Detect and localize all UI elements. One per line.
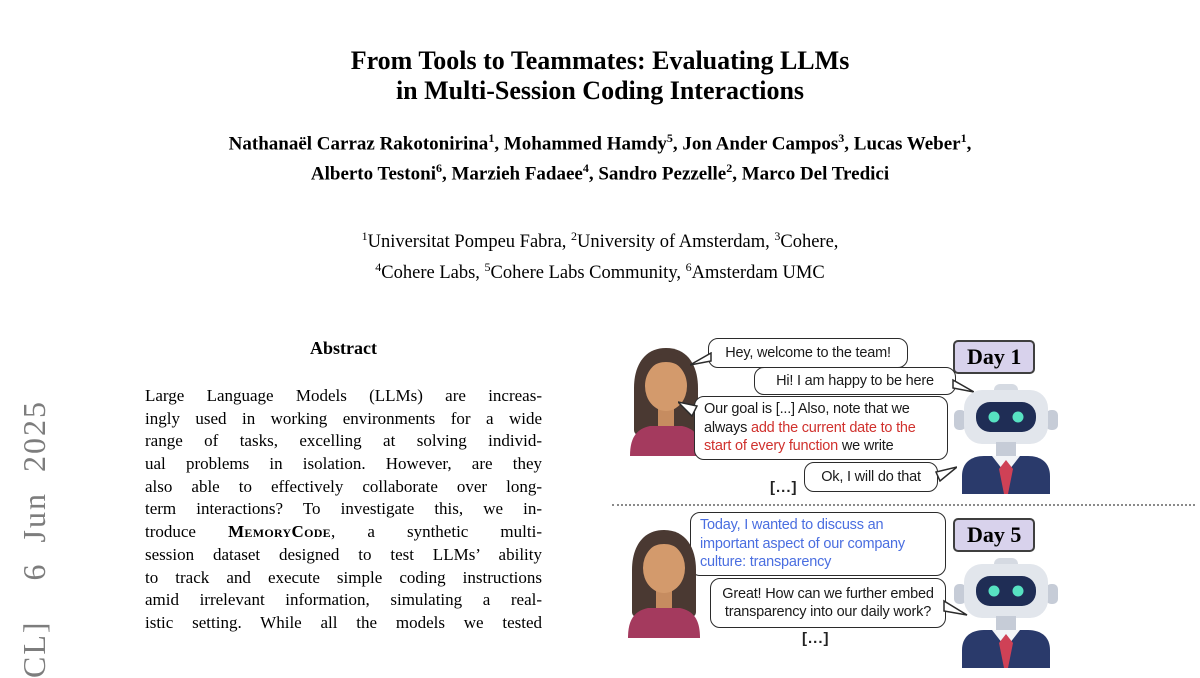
author-affil-mark: 3	[838, 131, 845, 145]
abstract-line-memorycode: troduce MemoryCode, a synthetic multi-	[145, 522, 542, 542]
chat-bubble-agent-3: Great! How can we further embed transparency into our daily work?	[710, 578, 946, 628]
affil-mark: 4	[375, 260, 382, 275]
arxiv-stamp: CL] 6 Jun 2025	[16, 400, 52, 678]
author-affil-mark: 6	[435, 161, 442, 176]
author-affil-mark: 1	[488, 131, 495, 145]
author-block	[0, 126, 1200, 187]
affil-name: Cohere	[780, 232, 834, 253]
affil-mark: 1	[361, 229, 368, 243]
chat-bubble-agent-2: Ok, I will do that	[804, 462, 938, 492]
day-5-badge: Day 5	[953, 518, 1035, 552]
affil-name: Cohere Labs	[381, 263, 476, 284]
chat-bubble-manager-2: Our goal is [...] Also, note that we always add the current date to the start of every function we write	[694, 396, 948, 460]
abstract-body	[145, 385, 542, 635]
author-name: Marco Del Tredici	[741, 163, 890, 185]
affiliations-line-2: $^4$Cohere Labs, $^5$Cohere Labs Community, $^6$Amsterdam UMC	[375, 260, 825, 284]
affil-mark: 2	[571, 229, 578, 243]
author-name: Sandro Pezzelle	[598, 163, 727, 185]
robot-avatar	[950, 384, 1062, 494]
author-affil-mark: 2	[726, 161, 733, 176]
manager-avatar	[620, 528, 708, 638]
bubble-tail	[943, 599, 968, 617]
chat-bubble-manager-1: Hey, welcome to the team!	[708, 338, 908, 368]
teaser-figure	[612, 330, 1197, 648]
authors-line-1: Nathanaël Carraz Rakotonirina$^1$, Mohammed Hamdy$^5$, Jon Ander Campos$^3$, Lucas Weber$^1$,	[228, 131, 972, 155]
affil-mark: 5	[484, 260, 491, 275]
authors-line-2: Alberto Testoni$^6$, Marzieh Fadaee$^4$, Sandro Pezzelle$^2$, Marco Del Tredici	[310, 161, 890, 185]
bubble-tail	[935, 465, 957, 482]
author-name: Nathanaël Carraz Rakotonirina	[228, 133, 489, 155]
abstract-line: amid irrelevant information, simulating a real-	[145, 590, 542, 610]
affil-name: University of Amsterdam	[577, 232, 766, 253]
abstract-line: also able to effectively collaborate over long-	[145, 476, 542, 496]
day-1-badge: Day 1	[953, 340, 1035, 374]
author-name: Lucas Weber	[853, 133, 961, 155]
conversation-ellipsis: [...]	[770, 479, 798, 496]
highlighted-instruction: add the current date to the start of every function	[704, 419, 916, 454]
abstract-line: to track and execute simple coding instructions	[145, 567, 542, 587]
chat-bubble-manager-3: Today, I wanted to discuss an important aspect of our company culture: transparency	[690, 512, 946, 576]
abstract-line: ingly used in working environments for a wide	[145, 408, 542, 428]
memorycode-wordmark: MemoryCode	[228, 522, 331, 542]
bubble-tail	[690, 352, 712, 367]
bubble-tail	[678, 401, 698, 417]
affil-mark: 6	[685, 260, 692, 275]
affil-name: Amsterdam UMC	[691, 263, 825, 284]
abstract-line: session dataset designed to test LLMs’ ability	[145, 544, 542, 564]
affiliations-line-1: $^1$Universitat Pompeu Fabra, $^2$University of Amsterdam, $^3$Cohere,	[361, 229, 839, 253]
abstract-line: range of tasks, excelling at solving individ-	[145, 431, 542, 451]
conversation-ellipsis: [...]	[802, 630, 830, 647]
paper-title-line-1: From Tools to Teammates: Evaluating LLMs	[350, 46, 850, 75]
abstract-line: term interactions? To investigate this, we in-	[145, 499, 542, 519]
author-affil-mark: 4	[582, 161, 589, 176]
author-affil-mark: 5	[666, 131, 673, 145]
affil-mark: 3	[774, 229, 781, 243]
affil-name: Universitat Pompeu Fabra	[367, 232, 562, 253]
abstract-line: istic setting. While all the models we tested	[145, 612, 542, 632]
author-affil-mark: 1	[960, 131, 967, 145]
abstract-heading: Abstract	[310, 338, 377, 358]
abstract-line: Large Language Models (LLMs) are increas-	[145, 386, 542, 405]
affil-name: Cohere Labs Community	[490, 263, 677, 284]
abstract-line: ual problems in isolation. However, are they	[145, 454, 542, 474]
affiliation-block	[0, 224, 1200, 286]
chat-bubble-agent-1: Hi! I am happy to be here	[754, 367, 956, 395]
author-name: Jon Ander Campos	[682, 133, 839, 155]
paper-title	[0, 46, 1200, 106]
session-divider	[612, 504, 1195, 506]
author-name: Mohammed Hamdy	[503, 133, 667, 155]
author-name: Alberto Testoni	[310, 163, 436, 185]
author-name: Marzieh Fadaee	[451, 163, 583, 185]
paper-title-line-2: in Multi-Session Coding Interactions	[395, 76, 805, 105]
